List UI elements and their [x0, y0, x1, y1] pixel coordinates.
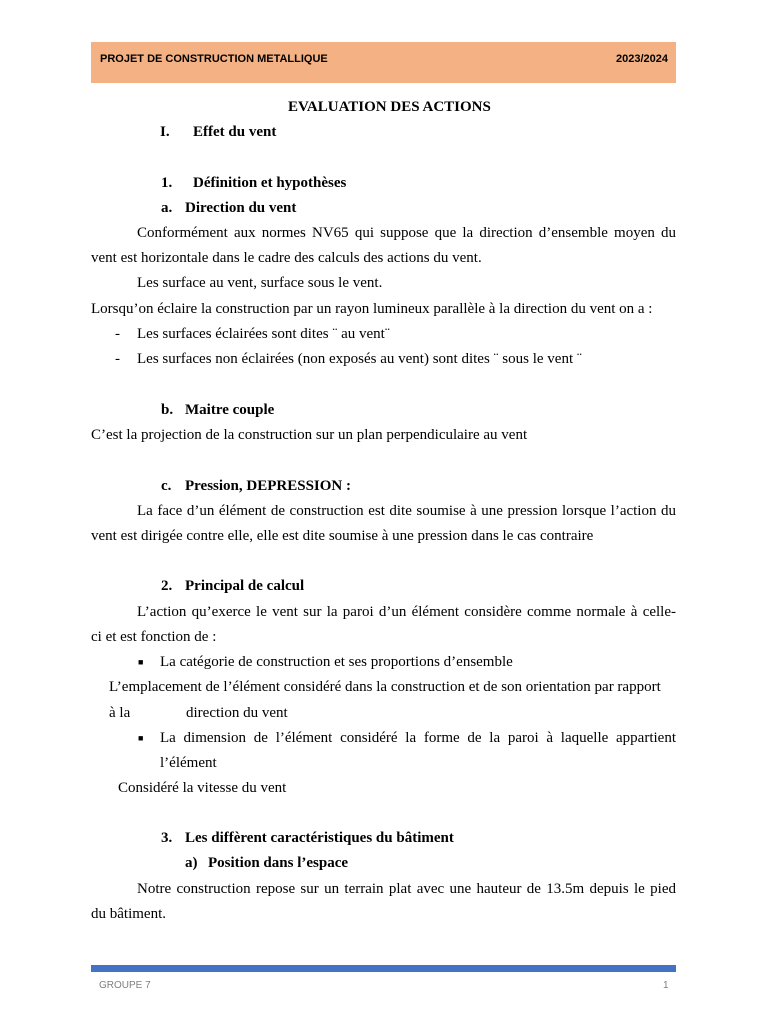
footer-group: GROUPE 7 [99, 980, 151, 991]
section-1b-number: b. [161, 402, 174, 418]
section-2-number: 2. [161, 578, 173, 594]
section-3-heading: Les diffèrent caractéristiques du bâtiment [185, 830, 454, 846]
paragraph-vitesse: Considéré la vitesse du vent [118, 780, 287, 796]
footer-rule [91, 965, 676, 972]
paragraph-direction-line2: vent est horizontale dans le cadre des calculs des actions du vent. [91, 250, 482, 266]
section-1a-number: a. [161, 200, 173, 216]
section-1b-heading: Maitre couple [185, 402, 275, 418]
document-title: EVALUATION DES ACTIONS [288, 99, 491, 115]
paragraph-emplacement-line2b: direction du vent [186, 705, 288, 721]
dash-bullet: - [115, 326, 120, 342]
header-project-title: PROJET DE CONSTRUCTION METALLIQUE [100, 53, 328, 65]
section-I-number: I. [160, 124, 170, 140]
section-1c-number: c. [161, 478, 172, 494]
paragraph-maitre-couple: C’est la projection de la construction sur un plan perpendiculaire au vent [91, 427, 528, 443]
square-bullet-icon: ■ [138, 657, 144, 667]
footer-page-number: 1 [663, 980, 669, 991]
section-1a-heading: Direction du vent [185, 200, 297, 216]
paragraph-surfaces: Les surface au vent, surface sous le vent. [137, 275, 383, 291]
header-year: 2023/2024 [616, 53, 668, 65]
bullet-item-categorie: La catégorie de construction et ses proportions d’ensemble [160, 654, 513, 670]
paragraph-emplacement-line1: L’emplacement de l’élément considéré dans la construction et de son orientation par rapport [109, 679, 661, 695]
paragraph-eclaire: Lorsqu’on éclaire la construction par un rayon lumineux parallèle à la direction du vent on a : [91, 301, 653, 317]
paragraph-pression-line1: La face d’un élément de construction est dite soumise à une pression lorsque l’action du [137, 503, 676, 519]
section-3a-heading: Position dans l’espace [208, 855, 349, 871]
paragraph-position-line2: du bâtiment. [91, 906, 166, 922]
section-1-number: 1. [161, 175, 173, 191]
list-item-au-vent: Les surfaces éclairées sont dites ¨ au vent¨ [137, 326, 390, 342]
section-3a-number: a) [185, 855, 198, 871]
paragraph-position-line1: Notre construction repose sur un terrain plat avec une hauteur de 13.5m depuis le pied [137, 881, 676, 897]
section-3-number: 3. [161, 830, 173, 846]
section-1c-heading: Pression, DEPRESSION : [185, 478, 351, 494]
dash-bullet: - [115, 351, 120, 367]
paragraph-direction-line1: Conformément aux normes NV65 qui suppose que la direction d’ensemble moyen du [137, 225, 676, 241]
square-bullet-icon: ■ [138, 733, 144, 743]
section-1-heading: Définition et hypothèses [193, 175, 347, 191]
paragraph-action-line1: L’action qu’exerce le vent sur la paroi d’un élément considère comme normale à celle- [137, 604, 676, 620]
paragraph-action-line2: ci et est fonction de : [91, 629, 217, 645]
section-I-heading: Effet du vent [193, 124, 277, 140]
paragraph-pression-line2: vent est dirigée contre elle, elle est dite soumise à une pression dans le cas contraire [91, 528, 594, 544]
section-2-heading: Principal de calcul [185, 578, 305, 594]
bullet-item-dimension-line2: l’élément [160, 755, 217, 771]
bullet-item-dimension-line1: La dimension de l’élément considéré la forme de la paroi à laquelle appartient [160, 730, 676, 746]
paragraph-emplacement-line2a: à la [109, 705, 131, 721]
page-header [91, 42, 676, 83]
list-item-sous-le-vent: Les surfaces non éclairées (non exposés au vent) sont dites ¨ sous le vent ¨ [137, 351, 582, 367]
